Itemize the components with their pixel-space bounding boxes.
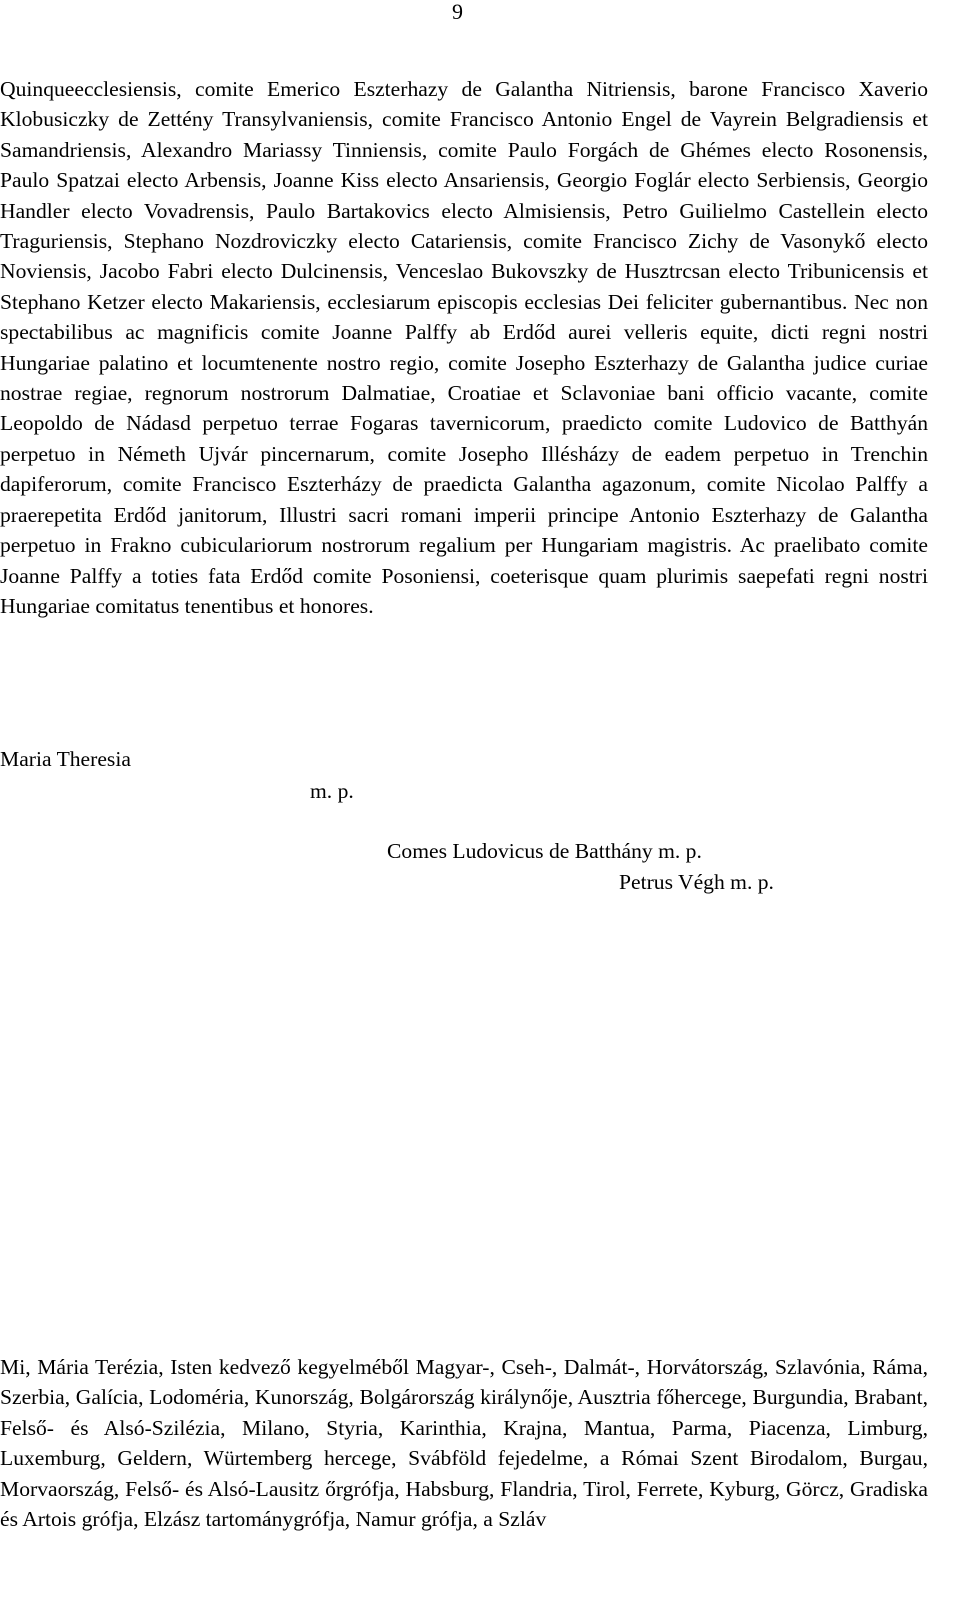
signature-ruler: Maria Theresia xyxy=(0,747,131,771)
signature-comes: Comes Ludovicus de Batthány m. p. xyxy=(387,839,702,863)
signature-petrus: Petrus Végh m. p. xyxy=(619,870,774,894)
hungarian-paragraph: Mi, Mária Terézia, Isten kedvező kegyelméből Magyar-, Cseh-, Dalmát-, Horvátország, Szlavónia, Ráma, Szerbia, Galícia, Lodoméria, Kunország, Bolgárország királynője, Ausztria főhercege, Burgundia, Brabant, Felső- és Alsó-Szilézia, Milano, Styria, Karinthia, Krajna, Mantua, Parma, Piacenza, Limburg, Luxemburg, Geldern, Würtemberg hercege, Svábföld fejedelme, a Római Szent Birodalom, Burgau, Morvaország, Felső- és Alsó-Lausitz őrgrófja, Habsburg, Flandria, Tirol, Ferrete, Kyburg, Görcz, Gradiska és Artois grófja, Elzász tartománygrófja, Namur grófja, a Szláv xyxy=(0,1355,928,1532)
signature-ruler-mp: m. p. xyxy=(310,779,354,803)
page-number: 9 xyxy=(452,0,463,24)
latin-paragraph: Quinqueecclesiensis, comite Emerico Eszterhazy de Galantha Nitriensis, barone Francisco Xaverio Klobusiczky de Zettény Transylvaniensis, comite Francisco Antonio Engel de Vayrein Belgradiensis et Samandriensis, Alexandro Mariassy Tinniensis, comite Paulo Forgách de Ghémes electo Rosonensis, Paulo Spatzai electo Arbensis, Joanne Kiss electo Ansariensis, Georgio Foglár electo Serbiensis, Georgio Handler electo Vovadrensis, Paulo Bartakovics electo Almisiensis, Petro Guilielmo Castellein electo Traguriensis, Stephano Nozdroviczky electo Catariensis, comite Francisco Zichy de Vasonykő electo Noviensis, Jacobo Fabri electo Dulcinensis, Venceslao Bukovszky de Husztrcsan electo Tribunicensis et Stephano Ketzer electo Makariensis, ecclesiarum episcopis ecclesias Dei feliciter gubernantibus. Nec non spectabilibus ac magnificis comite Joanne Palffy ab Erdőd aurei velleris equite, dicti regni nostri Hungariae palatino et locumtenente nostro regio, comite Josepho Eszterhazy de Galantha judice curiae nostrae regiae, regnorum nostrorum Dalmatiae, Croatiae et Sclavoniae bani officio vacante, comite Leopoldo de Nádasd perpetuo terrae Fogaras tavernicorum, praedicto comite Ludovico de Batthyán perpetuo in Németh Ujvár pincernarum, comite Josepho Illésházy de eadem perpetuo in Trenchin dapiferorum, comite Francisco Eszterházy de praedicta Galantha agazonum, comite Nicolao Palffy a praerepetita Erdőd janitorum, Illustri sacri romani imperii principe Antonio Eszterhazy de Galantha perpetuo in Frakno cubiculariorum nostrorum regalium per Hungariam magistris. Ac praelibato comite Joanne Palffy a toties fata Erdőd comite Posoniensi, coeterisque quam plurimis saepefati regni nostri Hungariae comitatus tenentibus et honores. xyxy=(0,77,928,618)
